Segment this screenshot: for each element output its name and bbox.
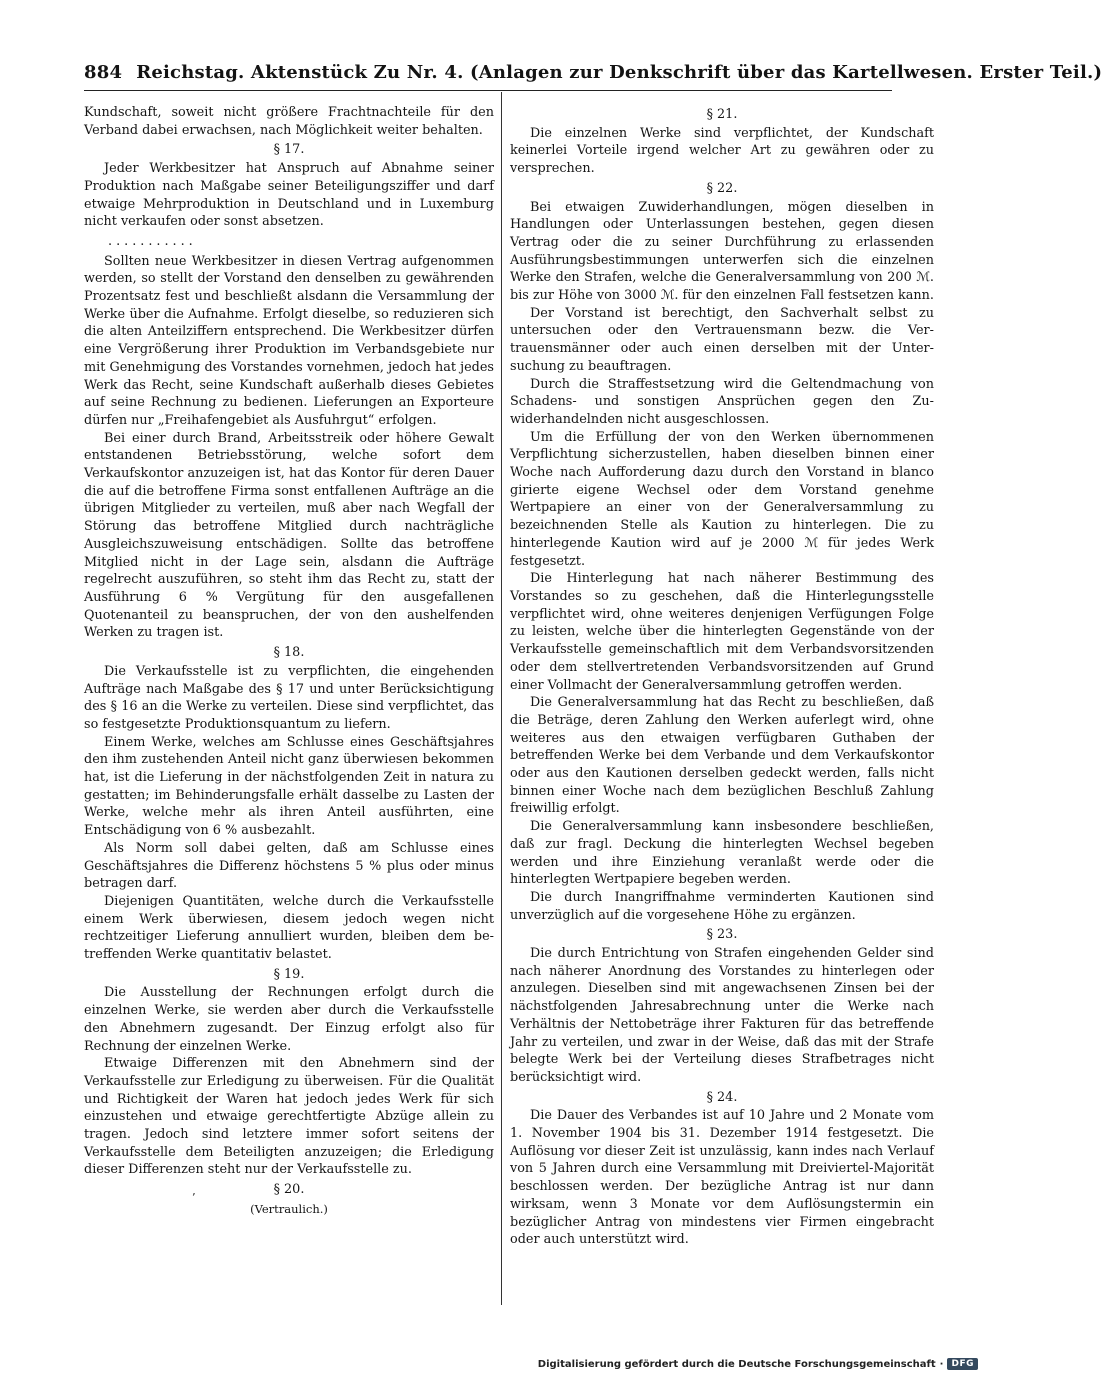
paragraph: Jeder Werkbesitzer hat Anspruch auf Abnahme seiner Produktion nach Maßgabe seiner Beteiligungsziffer und darf etwaige Mehrproduktion in Deutschland und in Luxemburg nicht verkaufen oder sonst absetzen.: [84, 161, 494, 230]
paragraph: Der Vorstand ist berechtigt, den Sachverhalt selbst zu untersuchen oder den Vertrauensmann bezw. die Vertrauensmänner oder auch einen derselben mit der Untersuchung zu beauftragen.: [510, 305, 934, 374]
paragraph: Die Verkaufsstelle ist zu verpflichten, die eingehenden Aufträge nach Maßgabe des § 17 und unter Berücksichtigung des § 16 an die Werke zu verteilen. Diese sind verpflichtet, das so festgesetzte Produktionsquantum zu liefern.: [84, 663, 494, 732]
page-number: 884: [84, 62, 123, 83]
section-heading-17: § 17.: [273, 142, 305, 158]
column-divider: [501, 92, 502, 1305]
section-heading-23: § 23.: [706, 927, 738, 943]
paragraph: Die durch Entrichtung von Strafen eingehenden Gelder sind nach näherer Anordnung des Vorstandes zu hinterlegen oder anzulegen. Dieselben sind mit angewachsenen Zinsen bei der nächstfolgenden Jahresabrechnung unter die Werke nach Verhältnis der Nettobeträge ihrer Fakturen für das betreffende Jahr zu verteilen, und zwar in der Weise, daß das mit der Strafe belegte Werk bei der Verteilung dieses Strafbetrages nicht berücksichtigt wird.: [510, 946, 934, 1085]
section-heading-24: § 24.: [706, 1089, 738, 1105]
stray-mark: ’: [192, 1190, 196, 1204]
paragraph: Sollten neue Werkbesitzer in diesen Vertrag aufgenommen werden, so stellt der Vorstand den denselben zu gewährenden Prozentsatz fest und beschließt alsdann die Versammlung der Werke über die Aufnahme. Erfolgt dieselbe, so reduzieren sich die alten Anteilziffern entsprechend. Die Werkbesitzer dürfen eine Vergrößerung ihrer Produktion im Verbandsgebiete nur mit Genehmigung des Vorstandes vornehmen, jedoch hat jedes Werk das Recht, seine Kundschaft außerhalb dieses Gebietes auf seine Rechnung zu bedienen. Lieferungen an Exporteure dürfen nur „Freihafengebiet als Ausfuhrgut“ erfolgen.: [84, 253, 494, 428]
paragraph: Die Generalversammlung kann insbesondere beschließen, daß zur fragl. Deckung die hinterlegten Wechsel begeben werden und ihre Einziehung veranlaßt werde oder die hinterlegten Wertpapiere begeben werden.: [510, 819, 934, 888]
right-column: [510, 104, 934, 1304]
ellipsis-dots: ...........: [108, 233, 197, 249]
paragraph: Etwaige Differenzen mit den Abnehmern sind der Verkaufsstelle zur Erledigung zu überweisen. Für die Qualität und Richtigkeit der Waren hat jedoch jedes Werk für sich einzustehen und etwaige gerechtfertigte Abzüge allein zu tragen. Jedoch sind letztere immer sofort seitens der Verkaufsstelle dem Beteiligten anzuzeigen; die Erledigung dieser Differenzen steht nur der Verkaufsstelle zu.: [84, 1056, 494, 1178]
paragraph: Bei einer durch Brand, Arbeitsstreik oder höhere Gewalt entstandenen Betriebsstörung, welche sofort dem Verkaufskontor anzuzeigen ist, hat das Kontor für deren Dauer die auf die betroffene Firma sonst entfallenen Aufträge an die übrigen Mitglieder zu verteilen, muß aber nach Wegfall der Störung das betroffene Mitglied durch nachträgliche Ausgleichszuweisung entschädigen. Sollte das betroffene Mitglied nicht in der Lage sein, alsdann die Aufträge regelrecht auszuführen, so steht ihm das Recht zu, statt der Ausführung 6 % Vergütung für den ausgefallenen Quotenanteil zu beanspruchen, der von den aushelfenden Werken zu tragen ist.: [84, 430, 494, 641]
paragraph: Durch die Straffestsetzung wird die Geltendmachung von Schadens- und sonstigen Ansprüchen gegen den Zuwiderhandelnden nicht ausgeschlossen.: [510, 376, 934, 427]
digitization-footer: [538, 1358, 978, 1370]
dfg-logo-badge: DFG: [947, 1358, 978, 1370]
paragraph: Die Ausstellung der Rechnungen erfolgt durch die einzelnen Werke, sie werden aber durch die Verkaufsstelle den Abnehmern zugesandt. Der Einzug erfolgt also für Rechnung der einzelnen Werke.: [84, 985, 494, 1054]
paragraph: Die Hinterlegung hat nach näherer Bestimmung des Vorstandes so zu geschehen, daß die Hinterlegungsstelle verpflichtet wird, ohne weiteres denjenigen Verfügungen Folge zu leisten, welche über die hinterlegten Gegenstände von der Verkaufsstelle gemeinschaftlich mit dem Verbandsvorsitzenden oder dem stellvertretenden Verbandsvorsitzenden auf Grund einer Vollmacht der Generalversammlung getroffen werden.: [510, 571, 934, 693]
paragraph: Kundschaft, soweit nicht größere Frachtnachteile für den Verband dabei erwachsen, nach Möglichkeit weiter behalten.: [84, 105, 494, 138]
paragraph: Die einzelnen Werke sind verpflichtet, der Kundschaft keinerlei Vorteile irgend welcher Art zu gewähren oder zu versprechen.: [510, 125, 934, 177]
paragraph: Als Norm soll dabei gelten, daß am Schlusse eines Geschäftsjahres die Differenz höchstens 5 % plus oder minus betragen darf.: [84, 840, 494, 892]
confidential-label: (Vertraulich.): [250, 1201, 328, 1216]
paragraph: Bei etwaigen Zuwiderhandlungen, mögen dieselben in Handlungen oder Unterlassungen bestehen, gegen diesen Vertrag oder die zu seiner Durchführung zu erlassenden Ausführungsbestimmungen unterwerfen sich die einzelnen Werke den Strafen, welche die Generalversammlung von 200 ℳ. bis zur Höhe von 3000 ℳ. für den einzelnen Fall festsetzen kann.: [510, 199, 934, 304]
running-title: Reichstag. Aktenstück Zu Nr. 4. (Anlagen zur Denkschrift über das Kartellwesen. Erster Teil.): [136, 62, 1102, 83]
left-column: [84, 104, 494, 1304]
funding-credit: Digitalisierung gefördert durch die Deutsche Forschungsgemeinschaft: [537, 1358, 936, 1370]
section-heading-20: § 20.: [273, 1182, 305, 1198]
header-rule: [84, 90, 892, 91]
section-heading-21: § 21.: [706, 107, 738, 122]
section-heading-22: § 22.: [706, 180, 738, 196]
section-heading-19: § 19.: [273, 966, 305, 982]
paragraph: Um die Erfüllung der von den Werken übernommenen Verpflichtung sicherzustellen, haben dieselben binnen einer Woche nach Aufforderung dazu durch den Vorstand in blanco girierte eigene Wechsel oder dem Vorstand genehme Wertpapiere an einer von der Generalversammlung zu bezeichnenden Stelle als Kaution zu hinterlegen. Die zu hinterlegende Kaution wird auf je 2000 ℳ für jedes Werk festgesetzt.: [510, 429, 934, 569]
dfg-logo: ·: [939, 1358, 944, 1370]
section-heading-18: § 18.: [273, 645, 305, 661]
paragraph: Einem Werke, welches am Schlusse eines Geschäftsjahres den ihm zustehenden Anteil nicht ganz überwiesen bekommen hat, ist die Lieferung in der nächstfolgenden Zeit in natura zu gestatten; im Behinderungsfalle erhält dasselbe zu Lasten der Werke, welche mehr als ihren Anteil ausführten, eine Entschädigung von 6 % ausbezahlt.: [84, 734, 494, 839]
page-header: [84, 62, 1102, 90]
paragraph: Die durch Inangriffnahme verminderten Kautionen sind unverzüglich auf die vorgesehene Höhe zu ergänzen.: [510, 889, 934, 923]
paragraph: Die Generalversammlung hat das Recht zu beschließen, daß die Beträge, deren Zahlung den Werken auferlegt wird, ohne weiteres aus den etwaigen verfügbaren Guthaben der betreffenden Werke bei dem Verbande und dem Verkaufskontor oder aus den Kautionen derselben gedeckt werden, falls nicht binnen einer Woche nach dem bezüglichen Beschluß Zahlung freiwillig erfolgt.: [510, 695, 934, 817]
paragraph: Die Dauer des Verbandes ist auf 10 Jahre und 2 Monate vom 1. November 1904 bis 31. Dezember 1914 festgesetzt. Die Auflösung vor dieser Zeit ist unzulässig, kann indes nach Verlauf von 5 Jahren durch eine Versammlung mit Dreiviertel-Majorität beschlossen werden. Der bezügliche Antrag ist nur dann wirksam, wenn 3 Monate vor dem Auflösungstermin ein bezüglicher Antrag von mindestens vier Firmen eingebracht oder auch unterstützt wird.: [510, 1108, 934, 1248]
paragraph: Diejenigen Quantitäten, welche durch die Verkaufsstelle einem Werk überwiesen, diesem jedoch wegen nicht rechtzeitiger Lieferung annulliert wurden, bleiben dem betreffenden Werke quantitativ belastet.: [84, 893, 494, 963]
